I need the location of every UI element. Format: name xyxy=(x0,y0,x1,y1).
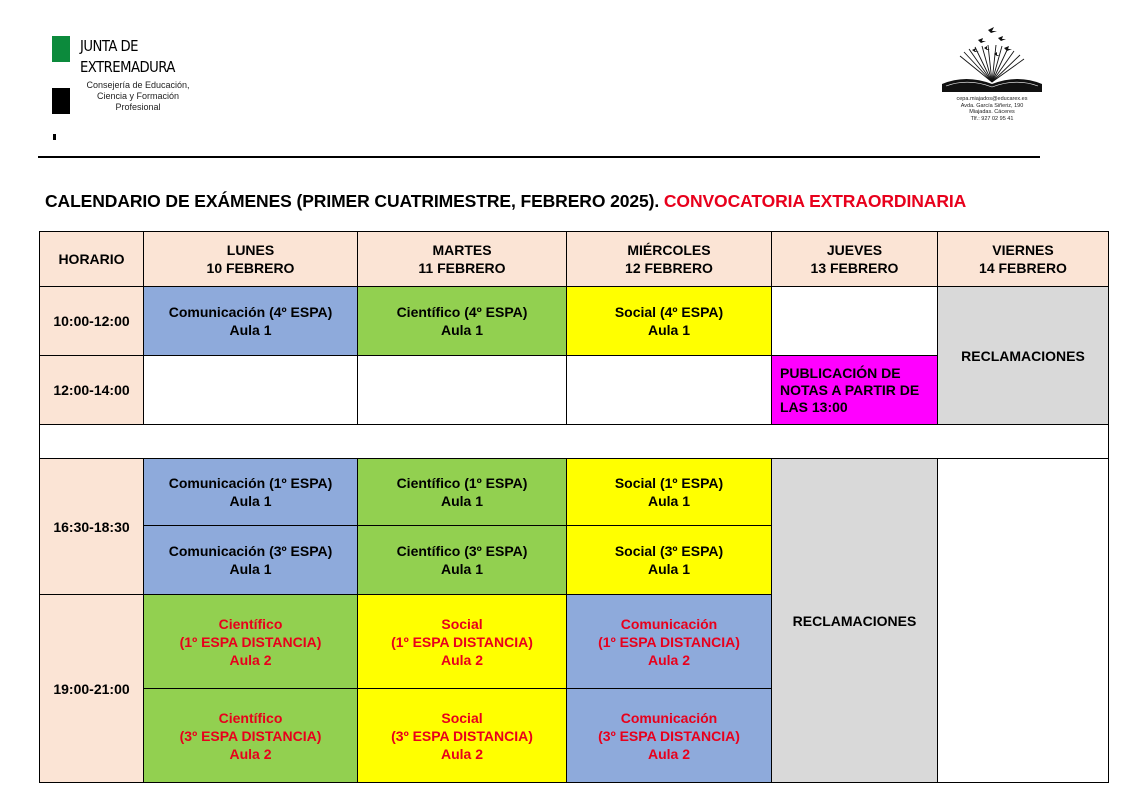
logo-black-square xyxy=(52,88,70,114)
exam-cell-martes-evening-b: Social (3º ESPA DISTANCIA) Aula 2 xyxy=(358,689,567,783)
exam-cell-miercoles-morning: Social (4º ESPA) Aula 1 xyxy=(567,287,772,356)
exam-cell-lunes-evening-a: Científico (1º ESPA DISTANCIA) Aula 2 xyxy=(144,595,358,689)
header-miercoles: MIÉRCOLES 12 FEBRERO xyxy=(567,232,772,287)
cepa-logo xyxy=(938,26,1046,130)
org-name-line2: EXTREMADURA xyxy=(80,58,175,76)
break-row xyxy=(40,425,1109,459)
empty-cell xyxy=(358,356,567,425)
notice-publicacion-notas: PUBLICACIÓN DE NOTAS A PARTIR DE LAS 13:00 xyxy=(772,356,938,425)
time-slot-3: 16:30-18:30 xyxy=(40,459,144,595)
logo-green-square xyxy=(52,36,70,62)
header-rule xyxy=(38,156,1040,158)
title-highlight: CONVOCATORIA EXTRAORDINARIA xyxy=(663,191,967,211)
exam-cell-miercoles-afternoon-a: Social (1º ESPA) Aula 1 xyxy=(567,459,772,526)
header-row xyxy=(40,232,1109,287)
header-martes: MARTES 11 FEBRERO xyxy=(358,232,567,287)
exam-cell-lunes-afternoon-a: Comunicación (1º ESPA) Aula 1 xyxy=(144,459,358,526)
exam-cell-martes-evening-a: Social (1º ESPA DISTANCIA) Aula 2 xyxy=(358,595,567,689)
department-name: Consejería de Educación, Ciencia y Formación Profesional xyxy=(86,80,190,112)
exam-cell-miercoles-afternoon-b: Social (3º ESPA) Aula 1 xyxy=(567,526,772,595)
exam-cell-miercoles-evening-b: Comunicación (3º ESPA DISTANCIA) Aula 2 xyxy=(567,689,772,783)
time-slot-4: 19:00-21:00 xyxy=(40,595,144,783)
time-slot-2: 12:00-14:00 xyxy=(40,356,144,425)
exam-cell-martes-morning: Científico (4º ESPA) Aula 1 xyxy=(358,287,567,356)
empty-cell xyxy=(772,287,938,356)
table-row xyxy=(40,459,1109,526)
empty-cell xyxy=(144,356,358,425)
table-row xyxy=(40,287,1109,356)
exam-cell-martes-afternoon-a: Científico (1º ESPA) Aula 1 xyxy=(358,459,567,526)
header-jueves: JUEVES 13 FEBRERO xyxy=(772,232,938,287)
header-viernes: VIERNES 14 FEBRERO xyxy=(938,232,1109,287)
logo-dot xyxy=(53,134,56,140)
exam-schedule-table xyxy=(39,231,1109,783)
open-book-birds-icon xyxy=(938,26,1046,96)
exam-cell-martes-afternoon-b: Científico (3º ESPA) Aula 1 xyxy=(358,526,567,595)
time-slot-1: 10:00-12:00 xyxy=(40,287,144,356)
junta-extremadura-logo xyxy=(52,36,212,146)
exam-cell-lunes-evening-b: Científico (3º ESPA DISTANCIA) Aula 2 xyxy=(144,689,358,783)
break-spacer xyxy=(40,425,1109,459)
cepa-address: cepa.miajados@educarex.es Avda. García Siñeriz, 190 Miajadas. Cáceres Tlf.: 927 02 95 41 xyxy=(956,96,1028,122)
page-title xyxy=(45,191,966,212)
exam-cell-miercoles-evening-a: Comunicación (1º ESPA DISTANCIA) Aula 2 xyxy=(567,595,772,689)
exam-cell-lunes-afternoon-b: Comunicación (3º ESPA) Aula 1 xyxy=(144,526,358,595)
org-name-line1: JUNTA DE xyxy=(80,37,138,55)
empty-cell xyxy=(567,356,772,425)
header-lunes: LUNES 10 FEBRERO xyxy=(144,232,358,287)
title-main: CALENDARIO DE EXÁMENES (PRIMER CUATRIMESTRE, FEBRERO 2025). xyxy=(45,191,660,211)
empty-cell xyxy=(938,459,1109,783)
reclamaciones-jueves: RECLAMACIONES xyxy=(772,459,938,783)
exam-cell-lunes-morning: Comunicación (4º ESPA) Aula 1 xyxy=(144,287,358,356)
reclamaciones-viernes: RECLAMACIONES xyxy=(938,287,1109,425)
header-horario: HORARIO xyxy=(40,232,144,287)
